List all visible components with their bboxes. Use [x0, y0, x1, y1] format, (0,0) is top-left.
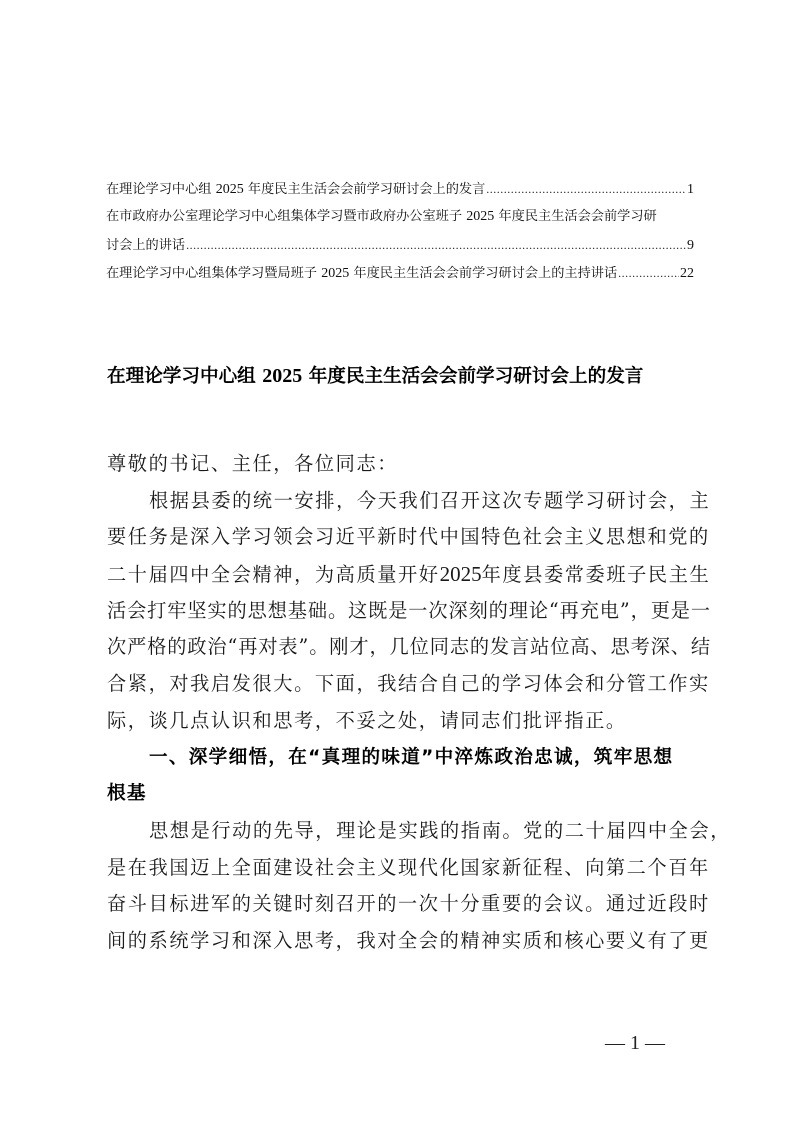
- text-line: 间的系统学习和深入思考，我对全会的精神实质和核心要义有了更: [107, 928, 710, 952]
- text-line: 际，谈几点认识和思考，不妥之处，请同志们批评指正。: [107, 708, 627, 732]
- text-line: 要任务是深入学习领会习近平新时代中国特色社会主义思想和党的: [107, 525, 710, 549]
- toc-entry-title: 在理论学习中心组 2025 年度民主生活会会前学习研讨会上的发言: [106, 182, 486, 197]
- text-line: 思想是行动的先导，理论是实践的指南。党的二十届四中全会，: [149, 818, 732, 842]
- section-heading-1: [107, 740, 697, 813]
- toc-leader-dots: [486, 175, 686, 203]
- text-line: 次严格的政治“再对表”。刚才，几位同志的发言站位高、思考深、结: [107, 635, 711, 659]
- toc-entry[interactable]: [106, 259, 694, 287]
- toc-entry[interactable]: [106, 175, 694, 203]
- salutation: 尊敬的书记、主任，各位同志：: [107, 452, 399, 475]
- toc-leader-dots: [186, 231, 686, 259]
- toc-entry[interactable]: [106, 203, 694, 231]
- text-line: 二十届四中全会精神，为高质量开好2025年度县委常委班子民主生: [107, 562, 711, 587]
- toc-leader-dots: [618, 259, 679, 287]
- text-line: 合紧，对我启发很大。下面，我结合自己的学习体会和分管工作实: [107, 672, 710, 696]
- page-number-footer: — 1 —: [605, 1032, 665, 1054]
- table-of-contents: [106, 175, 694, 287]
- paragraph-1: [107, 483, 711, 740]
- toc-entry-continuation[interactable]: [106, 231, 694, 259]
- paragraph-2: [107, 813, 732, 960]
- toc-page-number: 22: [680, 266, 694, 281]
- toc-entry-title: 在理论学习中心组集体学习暨局班子 2025 年度民主生活会会前学习研讨会上的主持讲话: [106, 266, 618, 281]
- document-title: 在理论学习中心组 2025 年度民主生活会会前学习研讨会上的发言: [107, 365, 644, 387]
- document-body: [107, 446, 732, 960]
- text-line: 是在我国迈上全面建设社会主义现代化国家新征程、向第二个百年: [107, 855, 710, 879]
- toc-page-number: 9: [687, 238, 694, 253]
- heading-line: 一、深学细悟，在“真理的味道”中淬炼政治忠诚，筑牢思想: [149, 746, 674, 768]
- toc-page-number: 1: [687, 182, 694, 197]
- toc-entry-title: 在市政府办公室理论学习中心组集体学习暨市政府办公室班子 2025 年度民主生活会会前学习研: [106, 209, 657, 224]
- text-line: 根据县委的统一安排，今天我们召开这次专题学习研讨会，主: [149, 488, 711, 512]
- heading-line: 根基: [107, 783, 147, 805]
- text-line: 活会打牢坚实的思想基础。这既是一次深刻的理论“再充电”，更是一: [107, 598, 711, 622]
- text-line: 奋斗目标进军的关键时刻召开的一次十分重要的会议。通过近段时: [107, 892, 710, 916]
- toc-entry-title: 讨会上的讲话: [106, 238, 186, 253]
